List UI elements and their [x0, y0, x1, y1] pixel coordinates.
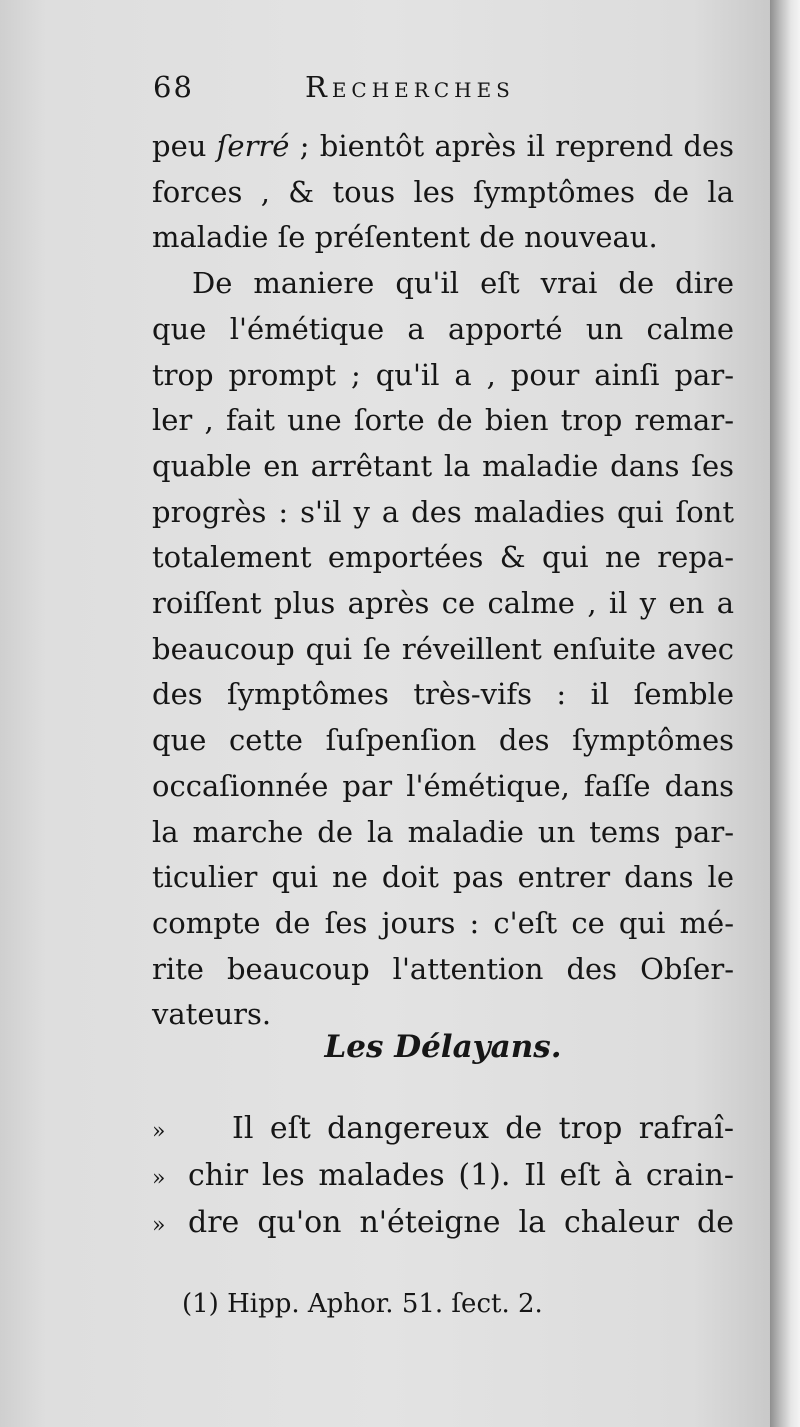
footnote: (1) Hipp. Aphor. 51. ſect. 2. [182, 1289, 543, 1319]
text-line: progrès : s'il y a des maladies qui ſont [152, 494, 734, 529]
text-line: que l'émétique a apporté un calme [152, 311, 734, 346]
italic-word: ſerré [216, 129, 290, 163]
text-line: que cette ſuſpenſion des ſymptômes [152, 723, 734, 758]
text-line: De maniere qu'il eſt vrai de dire [192, 266, 734, 301]
text-line: roiſſent plus après ce calme , il y en a [152, 586, 734, 621]
quote-text: Il eſt dangereux de trop rafraî- [232, 1111, 734, 1146]
quote-text: dre qu'on n'éteigne la chaleur de [188, 1205, 734, 1240]
text-line: des ſymptômes très-vifs : il ſemble [152, 677, 734, 712]
text-fragment: ; bientôt après il reprend des [289, 129, 734, 163]
quote-mark: » [152, 1119, 166, 1144]
text-line [152, 124, 734, 170]
text-line: forces , & tous les ſymptômes de la [152, 174, 734, 209]
quote-line [152, 1154, 734, 1201]
text-line: trop prompt ; qu'il a , pour ainſi par- [152, 357, 734, 392]
text-line: occaſionnée par l'émétique, faſſe dans [152, 768, 734, 803]
text-line: rite beaucoup l'attention des Obſer- [152, 951, 734, 986]
running-title: Recherches [305, 70, 515, 104]
section-title: Les Délayans. [324, 1029, 562, 1065]
quote-mark: » [152, 1213, 166, 1238]
text-line: quable en arrêtant la maladie dans ſes [152, 448, 734, 483]
text-line: vateurs. [152, 997, 272, 1032]
text-line: totalement emportées & qui ne repa- [152, 540, 734, 575]
text-line: ticulier qui ne doit pas entrer dans le [152, 860, 734, 895]
page-header [153, 70, 733, 116]
text-fragment: peu [152, 129, 217, 163]
text-line: compte de ſes jours : c'eſt ce qui mé- [152, 905, 734, 940]
quote-line [152, 1201, 734, 1248]
quote-text: chir les malades (1). Il eſt à crain- [188, 1158, 734, 1193]
main-text [152, 124, 734, 1038]
page-number: 68 [153, 70, 194, 104]
quote-line [152, 1107, 734, 1154]
text-line: ler , fait une ſorte de bien trop remar- [152, 403, 734, 438]
text-line: la marche de la maladie un tems par- [152, 814, 734, 849]
quoted-passage [152, 1107, 734, 1248]
text-line: beaucoup qui ſe réveillent enſuite avec [152, 631, 734, 666]
quote-mark: » [152, 1166, 166, 1191]
text-line: maladie ſe préſentent de nouveau. [152, 220, 658, 255]
book-spine-edge [770, 0, 800, 1427]
